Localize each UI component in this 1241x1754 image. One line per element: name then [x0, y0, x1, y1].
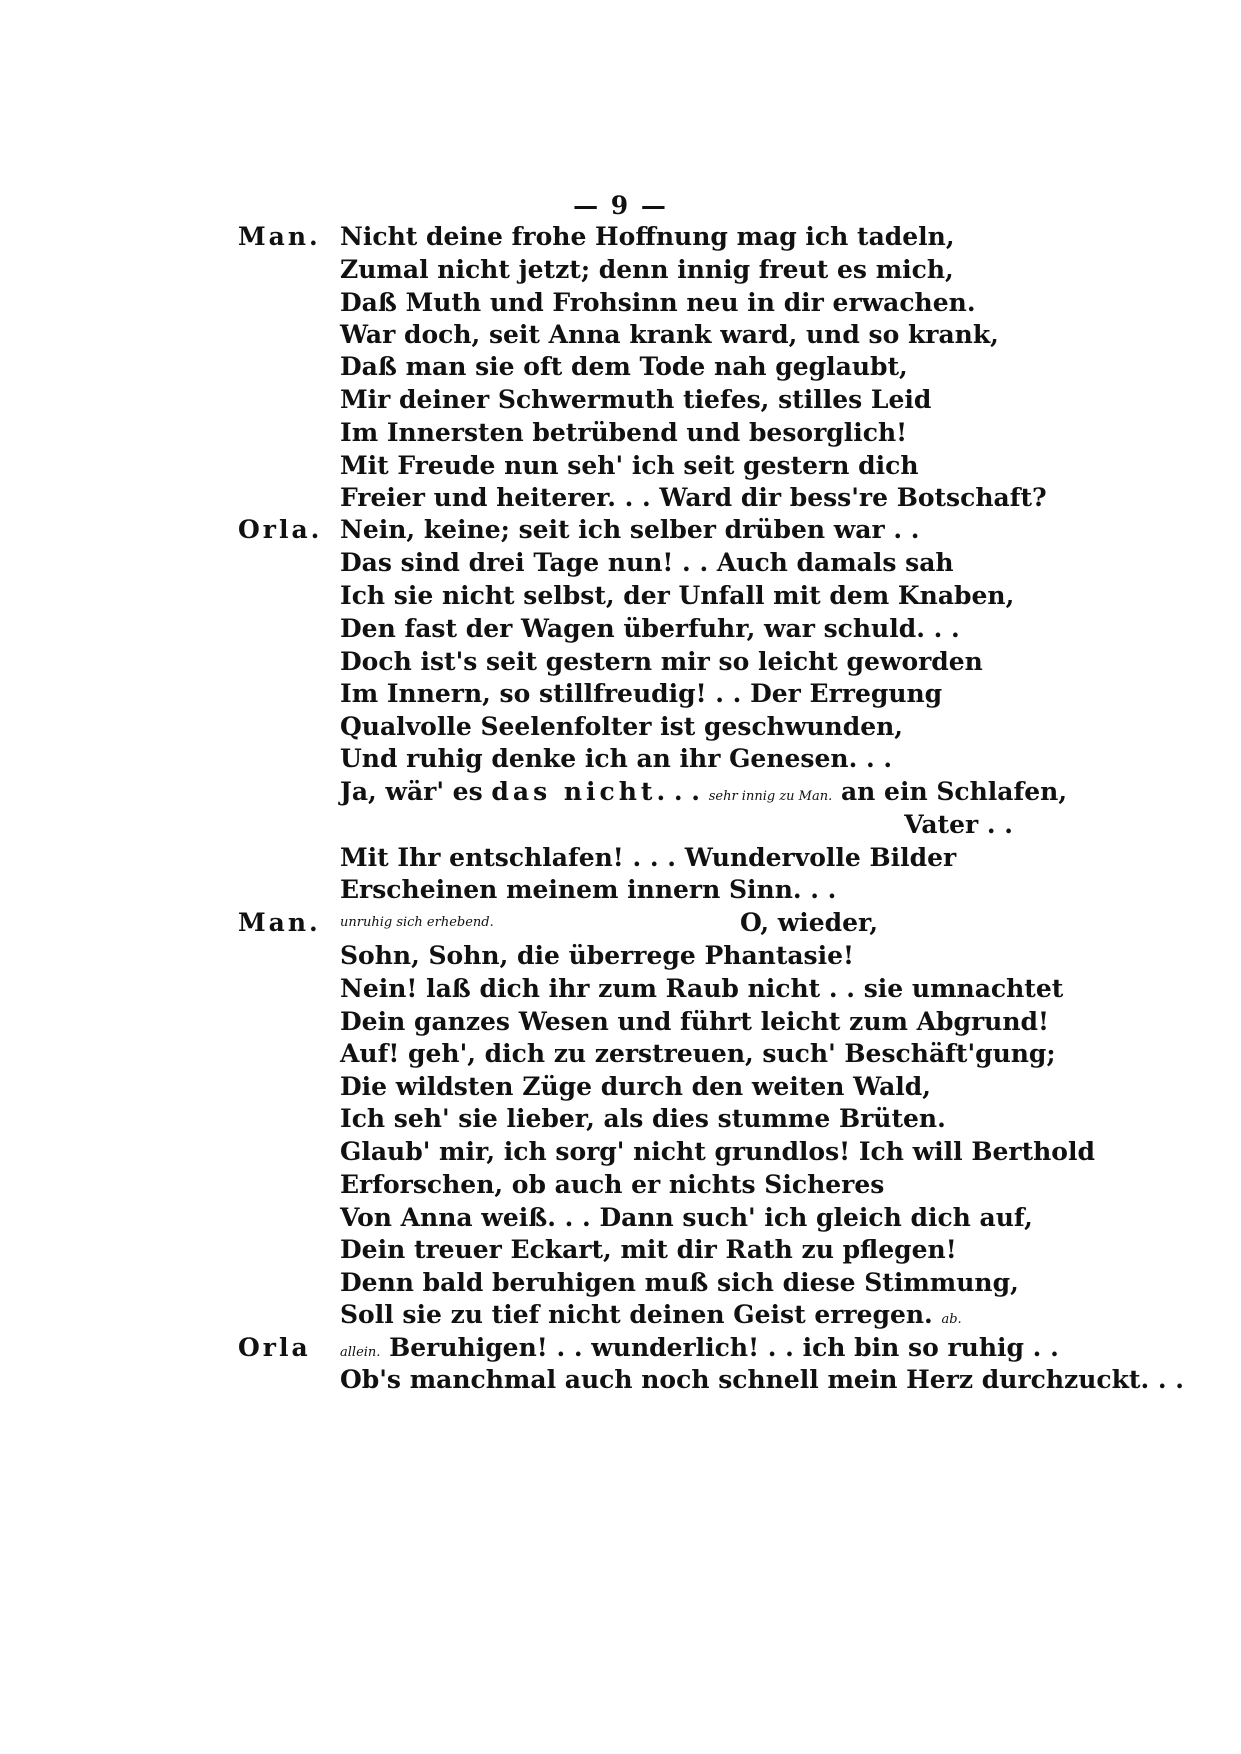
verse-line	[0, 905, 1241, 941]
speaker-name: Orla	[238, 1333, 311, 1362]
verse-text: Mir deiner Schwermuth tiefes, stilles Leid	[340, 385, 932, 414]
verse-text: Sohn, Sohn, die überrege Phantasie!	[340, 941, 855, 970]
verse-text: Das sind drei Tage nun! . . Auch damals sah	[340, 548, 954, 577]
stage-direction: sehr innig zu Man.	[708, 789, 833, 804]
verse-text: O, wieder,	[740, 908, 879, 937]
speaker-name: Man.	[238, 222, 321, 251]
verse-line	[0, 1036, 1241, 1072]
verse-line	[0, 219, 1241, 255]
verse-text: Im Innersten betrübend und besorglich!	[340, 418, 908, 447]
verse-text: Freier und heiterer. . . Ward dir bess're Botschaft?	[340, 483, 1047, 512]
verse-segment: an ein Schlafen,	[840, 777, 1068, 806]
verse-text: War doch, seit Anna krank ward, und so krank,	[340, 320, 999, 349]
verse-line	[0, 1134, 1241, 1170]
verse-line	[0, 709, 1241, 745]
verse-line	[0, 1232, 1241, 1268]
verse-line	[0, 611, 1241, 647]
verse-line	[0, 1167, 1241, 1203]
verse-line	[0, 1200, 1241, 1236]
verse-line	[0, 448, 1241, 484]
verse-line	[0, 349, 1241, 385]
verse-segment: Beruhigen! . . wunderlich! . . ich bin so ruhig . .	[389, 1333, 1059, 1362]
verse-text: Auf! geh', dich zu zerstreuen, such' Beschäft'gung;	[340, 1039, 1056, 1068]
verse-text: Denn bald beruhigen muß sich diese Stimmung,	[340, 1268, 1019, 1297]
verse-text: Vater . .	[904, 810, 1013, 839]
verse-line	[0, 741, 1241, 777]
verse-text: Zumal nicht jetzt; denn innig freut es mich,	[340, 255, 954, 284]
verse-text: Von Anna weiß. . . Dann such' ich gleich dich auf,	[340, 1203, 1033, 1232]
verse-text: Doch ist's seit gestern mir so leicht geworden	[340, 647, 983, 676]
verse-line	[0, 1297, 1241, 1333]
verse-line	[0, 1101, 1241, 1137]
verse-text: Daß man sie oft dem Tode nah geglaubt,	[340, 352, 908, 381]
verse-line	[0, 676, 1241, 712]
verse-text: Ich seh' sie lieber, als dies stumme Brüten.	[340, 1104, 946, 1133]
verse-line	[0, 1069, 1241, 1105]
verse-text: Und ruhig denke ich an ihr Genesen. . .	[340, 744, 893, 773]
verse-segment: . . .	[656, 777, 700, 806]
verse-line	[0, 807, 1241, 843]
verse-text: Daß Muth und Frohsinn neu in dir erwachen.	[340, 288, 976, 317]
verse-line	[0, 578, 1241, 614]
verse-line	[0, 382, 1241, 418]
verse-text: Mit Freude nun seh' ich seit gestern dich	[340, 451, 919, 480]
verse-text: Dein treuer Eckart, mit dir Rath zu pflegen!	[340, 1235, 957, 1264]
stage-direction: ab.	[941, 1312, 962, 1327]
verse-line	[0, 1004, 1241, 1040]
verse-text: Qualvolle Seelenfolter ist geschwunden,	[340, 712, 903, 741]
verse-text: Ich sie nicht selbst, der Unfall mit dem Knaben,	[340, 581, 1015, 610]
verse-line	[0, 415, 1241, 451]
verse-text: Erforschen, ob auch er nichts Sicheres	[340, 1170, 885, 1199]
verse-line	[0, 938, 1241, 974]
verse-line	[0, 644, 1241, 680]
verse-line	[0, 872, 1241, 908]
verse-text: Nein, keine; seit ich selber drüben war . .	[340, 515, 920, 544]
verse-text: Nein! laß dich ihr zum Raub nicht . . sie umnachtet	[340, 974, 1064, 1003]
verse-text: Die wildsten Züge durch den weiten Wald,	[340, 1072, 931, 1101]
verse-text: Im Innern, so stillfreudig! . . Der Erregung	[340, 679, 943, 708]
verse-line	[0, 317, 1241, 353]
verse-text: Mit Ihr entschlafen! . . . Wundervolle Bilder	[340, 843, 957, 872]
verse-segment: Ja, wär' es	[340, 777, 483, 806]
verse-line	[0, 480, 1241, 516]
verse-line	[0, 1265, 1241, 1301]
speaker-name: Orla.	[238, 515, 323, 544]
verse-line	[0, 971, 1241, 1007]
verse-text: Den fast der Wagen überfuhr, war schuld. . .	[340, 614, 960, 643]
speaker-name: Man.	[238, 908, 321, 937]
verse-line	[0, 1362, 1241, 1398]
emphasized-text: das nicht	[491, 777, 657, 806]
verse-line	[0, 252, 1241, 288]
verse-text: Erscheinen meinem innern Sinn. . .	[340, 875, 837, 904]
verse-line	[0, 545, 1241, 581]
verse-text: Dein ganzes Wesen und führt leicht zum Abgrund!	[340, 1007, 1049, 1036]
page-number: — 9 —	[573, 191, 668, 220]
verse-line	[0, 840, 1241, 876]
verse-text: Ob's manchmal auch noch schnell mein Herz durchzuckt. . .	[340, 1365, 1184, 1394]
verse-segment: Soll sie zu tief nicht deinen Geist erregen.	[340, 1300, 933, 1329]
verse-text: Nicht deine frohe Hoffnung mag ich tadeln,	[340, 222, 955, 251]
verse-line	[0, 512, 1241, 548]
verse-line	[0, 1330, 1241, 1366]
verse-line	[0, 285, 1241, 321]
stage-direction: allein.	[340, 1345, 381, 1360]
stage-direction: unruhig sich erhebend.	[340, 915, 494, 930]
verse-text: Glaub' mir, ich sorg' nicht grundlos! Ich will Berthold	[340, 1137, 1095, 1166]
verse-line	[0, 774, 1241, 810]
